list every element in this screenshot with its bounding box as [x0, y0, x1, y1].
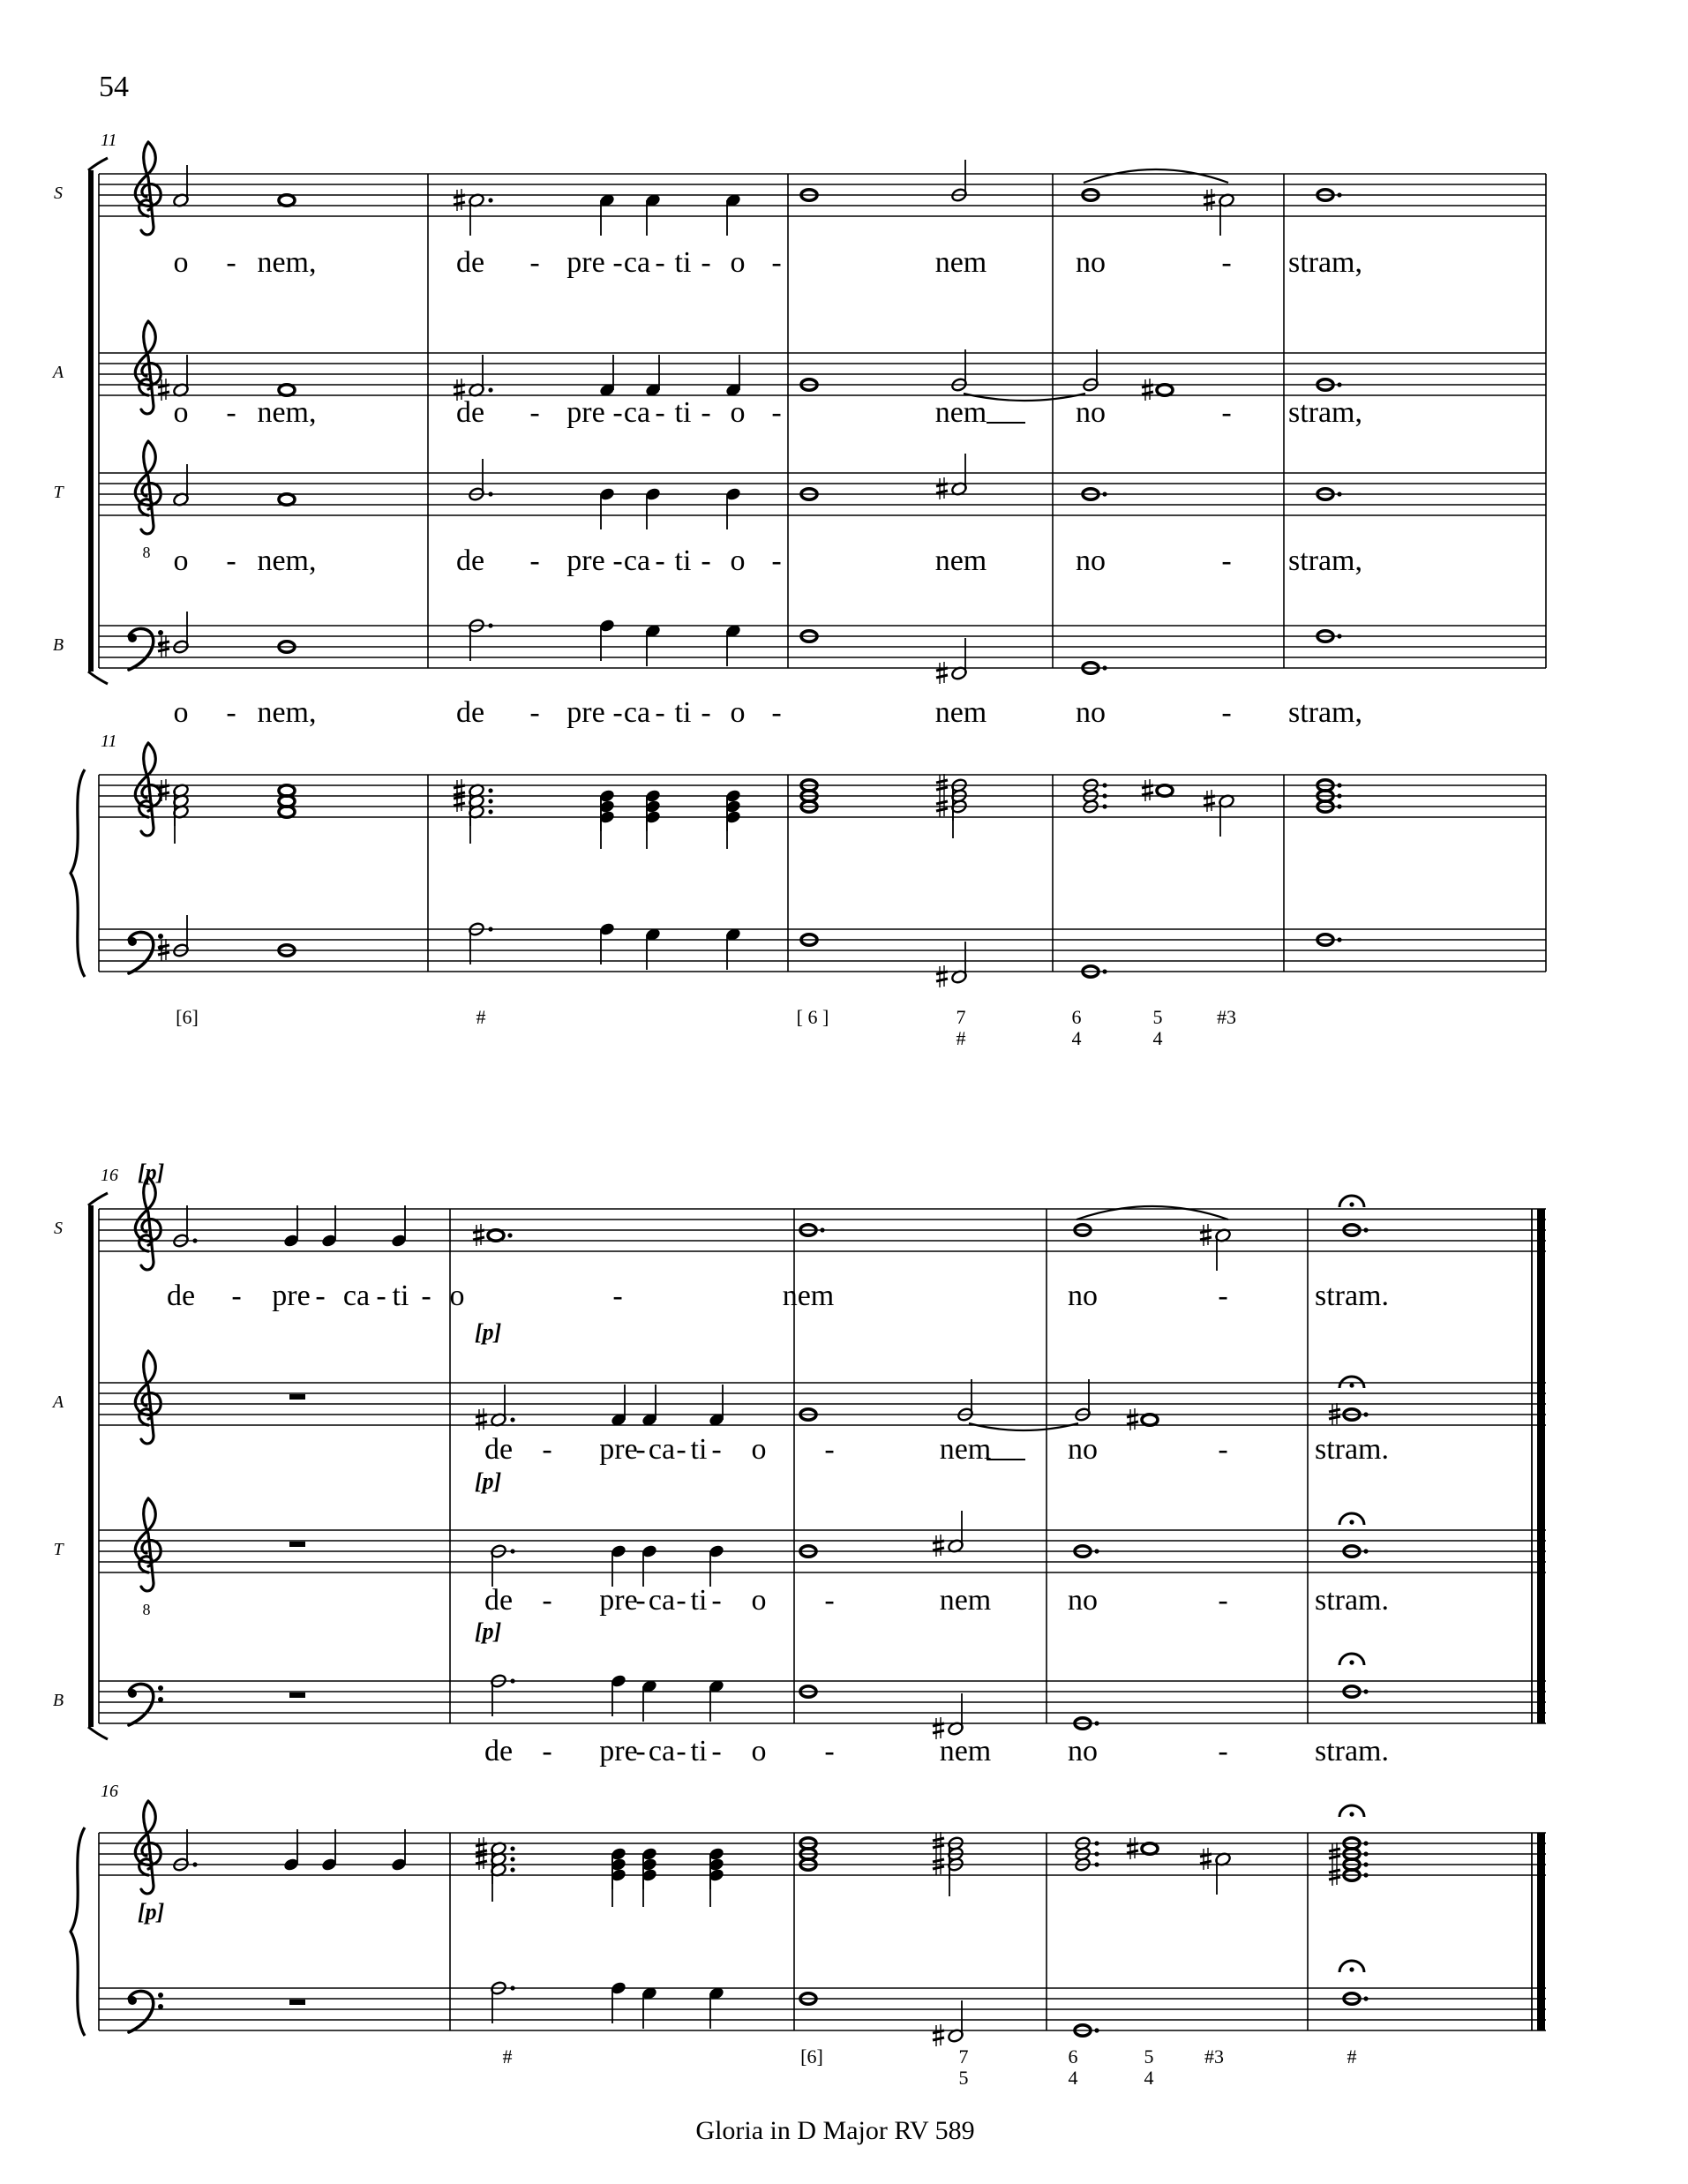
lyric-syllable: ca: [623, 544, 651, 577]
figured-bass: 5: [1152, 1006, 1163, 1028]
fermata-icon: [1339, 1805, 1364, 1817]
note: [598, 921, 615, 964]
treble-clef-icon: [135, 1498, 161, 1591]
note: [644, 486, 661, 529]
lyric-syllable: -: [771, 696, 782, 729]
lyric-syllable: -: [1218, 1280, 1228, 1312]
lyric-syllable: de: [166, 1280, 196, 1312]
note: [957, 1379, 973, 1422]
lyric-syllable: stram,: [1287, 544, 1363, 577]
treble-clef-icon: [135, 441, 161, 534]
lyric-syllable: -: [1221, 544, 1232, 577]
octave-mark: 8: [142, 1601, 151, 1618]
figured-bass: 4: [1152, 1027, 1163, 1049]
lyric-syllable: ca: [623, 246, 651, 279]
note: [610, 1673, 626, 1716]
figured-bass: #3: [1204, 2045, 1224, 2068]
note: [641, 1385, 657, 1428]
lyric-syllable: o: [730, 544, 746, 577]
figured-bass: #: [1347, 2045, 1357, 2068]
lyric-syllable: no: [1068, 1735, 1098, 1767]
lyric-syllable: -: [655, 544, 665, 577]
lyric-syllable: -: [771, 396, 782, 429]
lyric-syllable: -: [1218, 1433, 1228, 1466]
note: [468, 192, 492, 236]
fermata-icon: [1339, 1654, 1364, 1665]
lyric-syllable: nem: [934, 696, 987, 729]
footer-title: Gloria in D Major RV 589: [695, 2116, 975, 2145]
lyric-syllable: no: [1076, 396, 1106, 429]
lyric-syllable: nem: [934, 544, 987, 577]
figured-bass: 7: [958, 2045, 969, 2068]
lyric-syllable: -: [711, 1735, 722, 1767]
figured-bass: 4: [1068, 2067, 1078, 2089]
sharp-icon: [936, 965, 948, 987]
lyric-syllable: -: [529, 246, 540, 279]
note: [724, 486, 741, 529]
measure-number: 16: [101, 1166, 118, 1185]
note: [724, 927, 741, 970]
note: [488, 1230, 513, 1241]
final-barline: [1537, 1833, 1545, 2030]
note: [1142, 1415, 1158, 1425]
note: [172, 165, 189, 208]
lyric-syllable: no: [1076, 696, 1106, 729]
note: [490, 1980, 514, 2023]
dynamic-marking: [p]: [138, 1899, 165, 1925]
lyric-syllable: no: [1068, 1433, 1098, 1466]
note: [282, 1205, 299, 1249]
lyric-syllable: -: [676, 1433, 686, 1466]
note: [724, 355, 741, 398]
piano-brace: [71, 769, 85, 977]
note: [708, 1678, 724, 1722]
figured-bass: #3: [1217, 1006, 1236, 1028]
lyric-syllable: -: [635, 1584, 646, 1617]
lyric-syllable: -: [529, 544, 540, 577]
lyric-syllable: -: [635, 1735, 646, 1767]
lyric-syllable: -: [824, 1433, 835, 1466]
note: [172, 915, 189, 958]
lyric-syllable: -: [529, 396, 540, 429]
note: [1074, 1379, 1091, 1422]
fermata-icon: [1339, 1961, 1364, 1972]
whole-rest-icon: [289, 1394, 305, 1400]
measure-number: 11: [101, 732, 117, 751]
note: [598, 618, 615, 661]
note: [1157, 385, 1173, 395]
lyric-syllable: stram.: [1314, 1584, 1390, 1617]
lyric-syllable: o: [751, 1584, 767, 1617]
lyric-syllable: -: [612, 544, 623, 577]
whole-rest-icon: [289, 1692, 305, 1698]
whole-rest-icon: [289, 1542, 305, 1547]
sharp-icon: [473, 1224, 484, 1246]
note: [950, 454, 967, 497]
lyric-syllable: -: [542, 1433, 552, 1466]
voice-label-T: T: [53, 483, 64, 502]
lyric-syllable: nem,: [257, 396, 317, 429]
lyric-syllable: stram,: [1287, 396, 1363, 429]
lyric-syllable: -: [612, 396, 623, 429]
note: [172, 464, 189, 507]
lyric-syllable: -: [1221, 246, 1232, 279]
note: [610, 1385, 626, 1428]
bass-clef-icon: [128, 932, 163, 973]
lyric-syllable: stram,: [1287, 246, 1363, 279]
voice-label-B: B: [52, 635, 64, 655]
note: [490, 1385, 514, 1428]
note: [947, 1693, 964, 1737]
lyric-syllable: nem,: [257, 696, 317, 729]
slur: [1084, 169, 1228, 183]
lyric-syllable: -: [655, 696, 665, 729]
lyric-syllable: -: [824, 1584, 835, 1617]
note: [172, 355, 189, 398]
note: [598, 355, 615, 398]
note: [724, 623, 741, 666]
staff: [99, 473, 1546, 515]
lyric-syllable: nem: [939, 1433, 992, 1466]
staff: [99, 1530, 1546, 1572]
lyric-syllable: no: [1076, 544, 1106, 577]
note: [468, 459, 492, 502]
bass-clef-icon: [128, 628, 163, 670]
lyric-syllable: -: [701, 544, 711, 577]
lyric-syllable: -: [226, 544, 236, 577]
lyric-syllable: -: [376, 1280, 386, 1312]
note: [644, 192, 661, 236]
lyric-syllable: o: [173, 246, 189, 279]
staff: [99, 1833, 1546, 1875]
figured-bass: 6: [1071, 1006, 1082, 1028]
note: [641, 1678, 657, 1722]
lyric-syllable: o: [730, 696, 746, 729]
treble-clef-icon: [135, 1801, 161, 1894]
treble-clef-icon: [135, 743, 161, 836]
sharp-icon: [1142, 779, 1153, 801]
lyric-syllable: pre: [599, 1433, 638, 1466]
note: [172, 1205, 197, 1249]
lyric-syllable: de: [455, 396, 485, 429]
lyric-syllable: no: [1068, 1584, 1098, 1617]
note: [468, 921, 492, 964]
lyric-syllable: no: [1068, 1280, 1098, 1312]
sharp-icon: [933, 1535, 944, 1557]
lyric-syllable: -: [226, 246, 236, 279]
lyric-syllable: -: [612, 1280, 623, 1312]
piano-brace: [71, 1828, 85, 2036]
lyric-syllable: de: [484, 1735, 514, 1767]
lyric-syllable: ti: [392, 1280, 409, 1312]
sharp-icon: [1127, 1408, 1138, 1430]
lyric-syllable: de: [484, 1584, 514, 1617]
figured-bass: #: [476, 1006, 486, 1028]
lyric-syllable: pre: [566, 696, 605, 729]
lyric-syllable: -: [421, 1280, 431, 1312]
fermata-icon: [1339, 1196, 1364, 1207]
lyric-syllable: -: [542, 1735, 552, 1767]
dynamic-marking: [p]: [475, 1618, 502, 1644]
figured-bass: #: [956, 1027, 966, 1049]
note: [947, 2000, 964, 2044]
sharp-icon: [476, 1408, 487, 1430]
lyric-syllable: de: [455, 246, 485, 279]
note: [950, 942, 967, 985]
figured-bass: 4: [1144, 2067, 1154, 2089]
lyric-syllable: ti: [674, 696, 692, 729]
lyric-syllable: o: [173, 396, 189, 429]
treble-clef-icon: [135, 1177, 161, 1270]
note: [641, 1543, 657, 1587]
note: [279, 195, 295, 206]
note: [279, 494, 295, 505]
note: [950, 638, 967, 681]
note: [172, 612, 189, 655]
figured-bass: [6]: [800, 2045, 823, 2068]
measure-number: 11: [101, 131, 117, 150]
lyric-syllable: pre: [599, 1735, 638, 1767]
figured-bass: 6: [1068, 2045, 1078, 2068]
bracket-hook: [88, 1727, 108, 1739]
lyric-syllable: stram.: [1314, 1735, 1390, 1767]
staff: [99, 1681, 1546, 1723]
lyric-syllable: -: [612, 696, 623, 729]
lyric-syllable: -: [824, 1735, 835, 1767]
sharp-icon: [1142, 379, 1153, 401]
figured-bass: [6]: [176, 1006, 199, 1028]
bass-clef-icon: [128, 1684, 163, 1725]
measure-number: 16: [101, 1782, 118, 1801]
lyric-syllable: de: [455, 544, 485, 577]
lyric-syllable: de: [484, 1433, 514, 1466]
lyric-syllable: nem: [934, 246, 987, 279]
note: [468, 355, 492, 398]
note: [708, 1543, 724, 1587]
lyric-syllable: ca: [648, 1584, 676, 1617]
note: [610, 1543, 626, 1587]
lyric-syllable: -: [701, 696, 711, 729]
lyric-syllable: ca: [623, 396, 651, 429]
lyric-syllable: ti: [674, 246, 692, 279]
lyric-syllable: nem,: [257, 246, 317, 279]
note: [282, 1829, 299, 1873]
lyric-syllable: ti: [690, 1735, 708, 1767]
note: [708, 1985, 724, 2029]
note: [390, 1205, 407, 1249]
lyric-syllable: -: [711, 1433, 722, 1466]
staff: [99, 1988, 1546, 2030]
lyric-syllable: stram,: [1287, 696, 1363, 729]
dynamic-marking: [p]: [475, 1319, 502, 1345]
lyric-syllable: -: [231, 1280, 242, 1312]
note: [708, 1385, 724, 1428]
note: [724, 192, 741, 236]
sharp-icon: [1204, 790, 1215, 812]
note: [610, 1980, 626, 2023]
bracket-hook: [88, 672, 108, 684]
lyric-syllable: pre: [566, 544, 605, 577]
lyric-syllable: ca: [648, 1735, 676, 1767]
choir-bracket: [88, 170, 94, 672]
sharp-icon: [1200, 1848, 1212, 1870]
sharp-icon: [936, 477, 948, 499]
lyric-syllable: nem: [939, 1735, 992, 1767]
lyric-syllable: -: [1218, 1584, 1228, 1617]
sharp-icon: [936, 662, 948, 684]
note: [490, 1673, 514, 1716]
lyric-syllable: -: [711, 1584, 722, 1617]
figured-bass: 4: [1071, 1027, 1082, 1049]
lyric-syllable: o: [751, 1735, 767, 1767]
note: [598, 486, 615, 529]
bracket-hook: [88, 158, 108, 170]
note: [1218, 192, 1234, 236]
note: [1082, 349, 1099, 393]
figured-bass: 5: [1144, 2045, 1154, 2068]
voice-label-B: B: [52, 1691, 64, 1710]
note: [1214, 1227, 1231, 1271]
lyric-syllable: -: [529, 696, 540, 729]
lyric-syllable: -: [226, 696, 236, 729]
lyric-syllable: -: [701, 396, 711, 429]
page-number: 54: [99, 71, 129, 103]
lyric-syllable: o: [449, 1280, 465, 1312]
note: [468, 618, 492, 661]
lyric-syllable: -: [1218, 1735, 1228, 1767]
choir-bracket: [88, 1205, 94, 1727]
lyric-syllable: ti: [674, 544, 692, 577]
lyric-syllable: o: [730, 396, 746, 429]
whole-rest-icon: [289, 2000, 305, 2005]
lyric-syllable: pre: [272, 1280, 311, 1312]
note: [490, 1543, 514, 1587]
lyric-syllable: ca: [648, 1433, 676, 1466]
lyric-syllable: -: [676, 1584, 686, 1617]
sharp-icon: [933, 2024, 944, 2046]
lyric-syllable: stram.: [1314, 1280, 1390, 1312]
lyric-syllable: -: [701, 246, 711, 279]
lyric-syllable: -: [635, 1433, 646, 1466]
voice-label-A: A: [52, 363, 64, 382]
lyric-syllable: stram.: [1314, 1433, 1390, 1466]
lyric-syllable: -: [1221, 396, 1232, 429]
lyric-syllable: nem: [782, 1280, 835, 1312]
bass-clef-icon: [128, 1991, 163, 2032]
lyric-syllable: -: [315, 1280, 326, 1312]
lyric-syllable: ti: [674, 396, 692, 429]
note: [644, 355, 661, 398]
lyric-syllable: -: [655, 396, 665, 429]
lyric-syllable: ti: [690, 1433, 708, 1466]
note: [644, 927, 661, 970]
note: [320, 1829, 337, 1873]
lyric-syllable: o: [173, 696, 189, 729]
treble-clef-icon: [135, 142, 161, 235]
note: [390, 1829, 407, 1873]
note: [950, 349, 967, 393]
lyric-syllable: o: [173, 544, 189, 577]
treble-clef-icon: [135, 321, 161, 414]
sharp-icon: [1127, 1837, 1138, 1859]
note: [644, 623, 661, 666]
lyric-syllable: -: [1221, 696, 1232, 729]
lyric-syllable: ca: [342, 1280, 371, 1312]
figured-bass: 7: [956, 1006, 966, 1028]
sharp-icon: [158, 379, 169, 401]
lyric-syllable: nem: [939, 1584, 992, 1617]
note: [320, 1205, 337, 1249]
sharp-icon: [1200, 1224, 1212, 1246]
voice-label-S: S: [54, 184, 63, 203]
lyric-syllable: -: [771, 544, 782, 577]
lyric-syllable: o: [730, 246, 746, 279]
figured-bass: 5: [958, 2067, 969, 2089]
lyric-syllable: -: [676, 1735, 686, 1767]
sharp-icon: [454, 189, 465, 211]
lyric-syllable: ca: [623, 696, 651, 729]
lyric-syllable: pre: [566, 246, 605, 279]
lyric-syllable: -: [542, 1584, 552, 1617]
lyric-syllable: ti: [690, 1584, 708, 1617]
lyric-syllable: -: [771, 246, 782, 279]
sharp-icon: [1204, 189, 1215, 211]
figured-bass: #: [502, 2045, 513, 2068]
dynamic-marking: [p]: [475, 1468, 502, 1494]
note: [1214, 1851, 1231, 1895]
lyric-syllable: de: [455, 696, 485, 729]
final-barline: [1537, 1209, 1545, 1723]
note: [1218, 793, 1234, 837]
lyric-syllable: nem: [934, 396, 987, 429]
voice-label-A: A: [52, 1392, 64, 1412]
voice-label-T: T: [53, 1540, 64, 1559]
note: [1157, 785, 1173, 796]
note: [1142, 1843, 1158, 1854]
lyric-syllable: pre: [566, 396, 605, 429]
note: [598, 192, 615, 236]
note: [947, 1511, 964, 1554]
lyric-syllable: nem,: [257, 544, 317, 577]
note: [641, 1985, 657, 2029]
lyric-syllable: -: [226, 396, 236, 429]
figured-bass: [ 6 ]: [796, 1006, 829, 1028]
lyric-syllable: -: [655, 246, 665, 279]
lyric-syllable: pre: [599, 1584, 638, 1617]
bracket-hook: [88, 1193, 108, 1205]
note: [279, 385, 295, 395]
note: [950, 160, 967, 203]
dynamic-marking: [p]: [138, 1160, 165, 1185]
lyric-syllable: no: [1076, 246, 1106, 279]
lyric-syllable: -: [612, 246, 623, 279]
note: [172, 1829, 197, 1873]
staff: [99, 174, 1546, 216]
fermata-icon: [1339, 1513, 1364, 1525]
lyric-syllable: o: [751, 1433, 767, 1466]
octave-mark: 8: [142, 544, 151, 561]
footer-wrap: [0, 2116, 1688, 2146]
voice-label-S: S: [54, 1219, 63, 1238]
treble-clef-icon: [135, 1351, 161, 1444]
